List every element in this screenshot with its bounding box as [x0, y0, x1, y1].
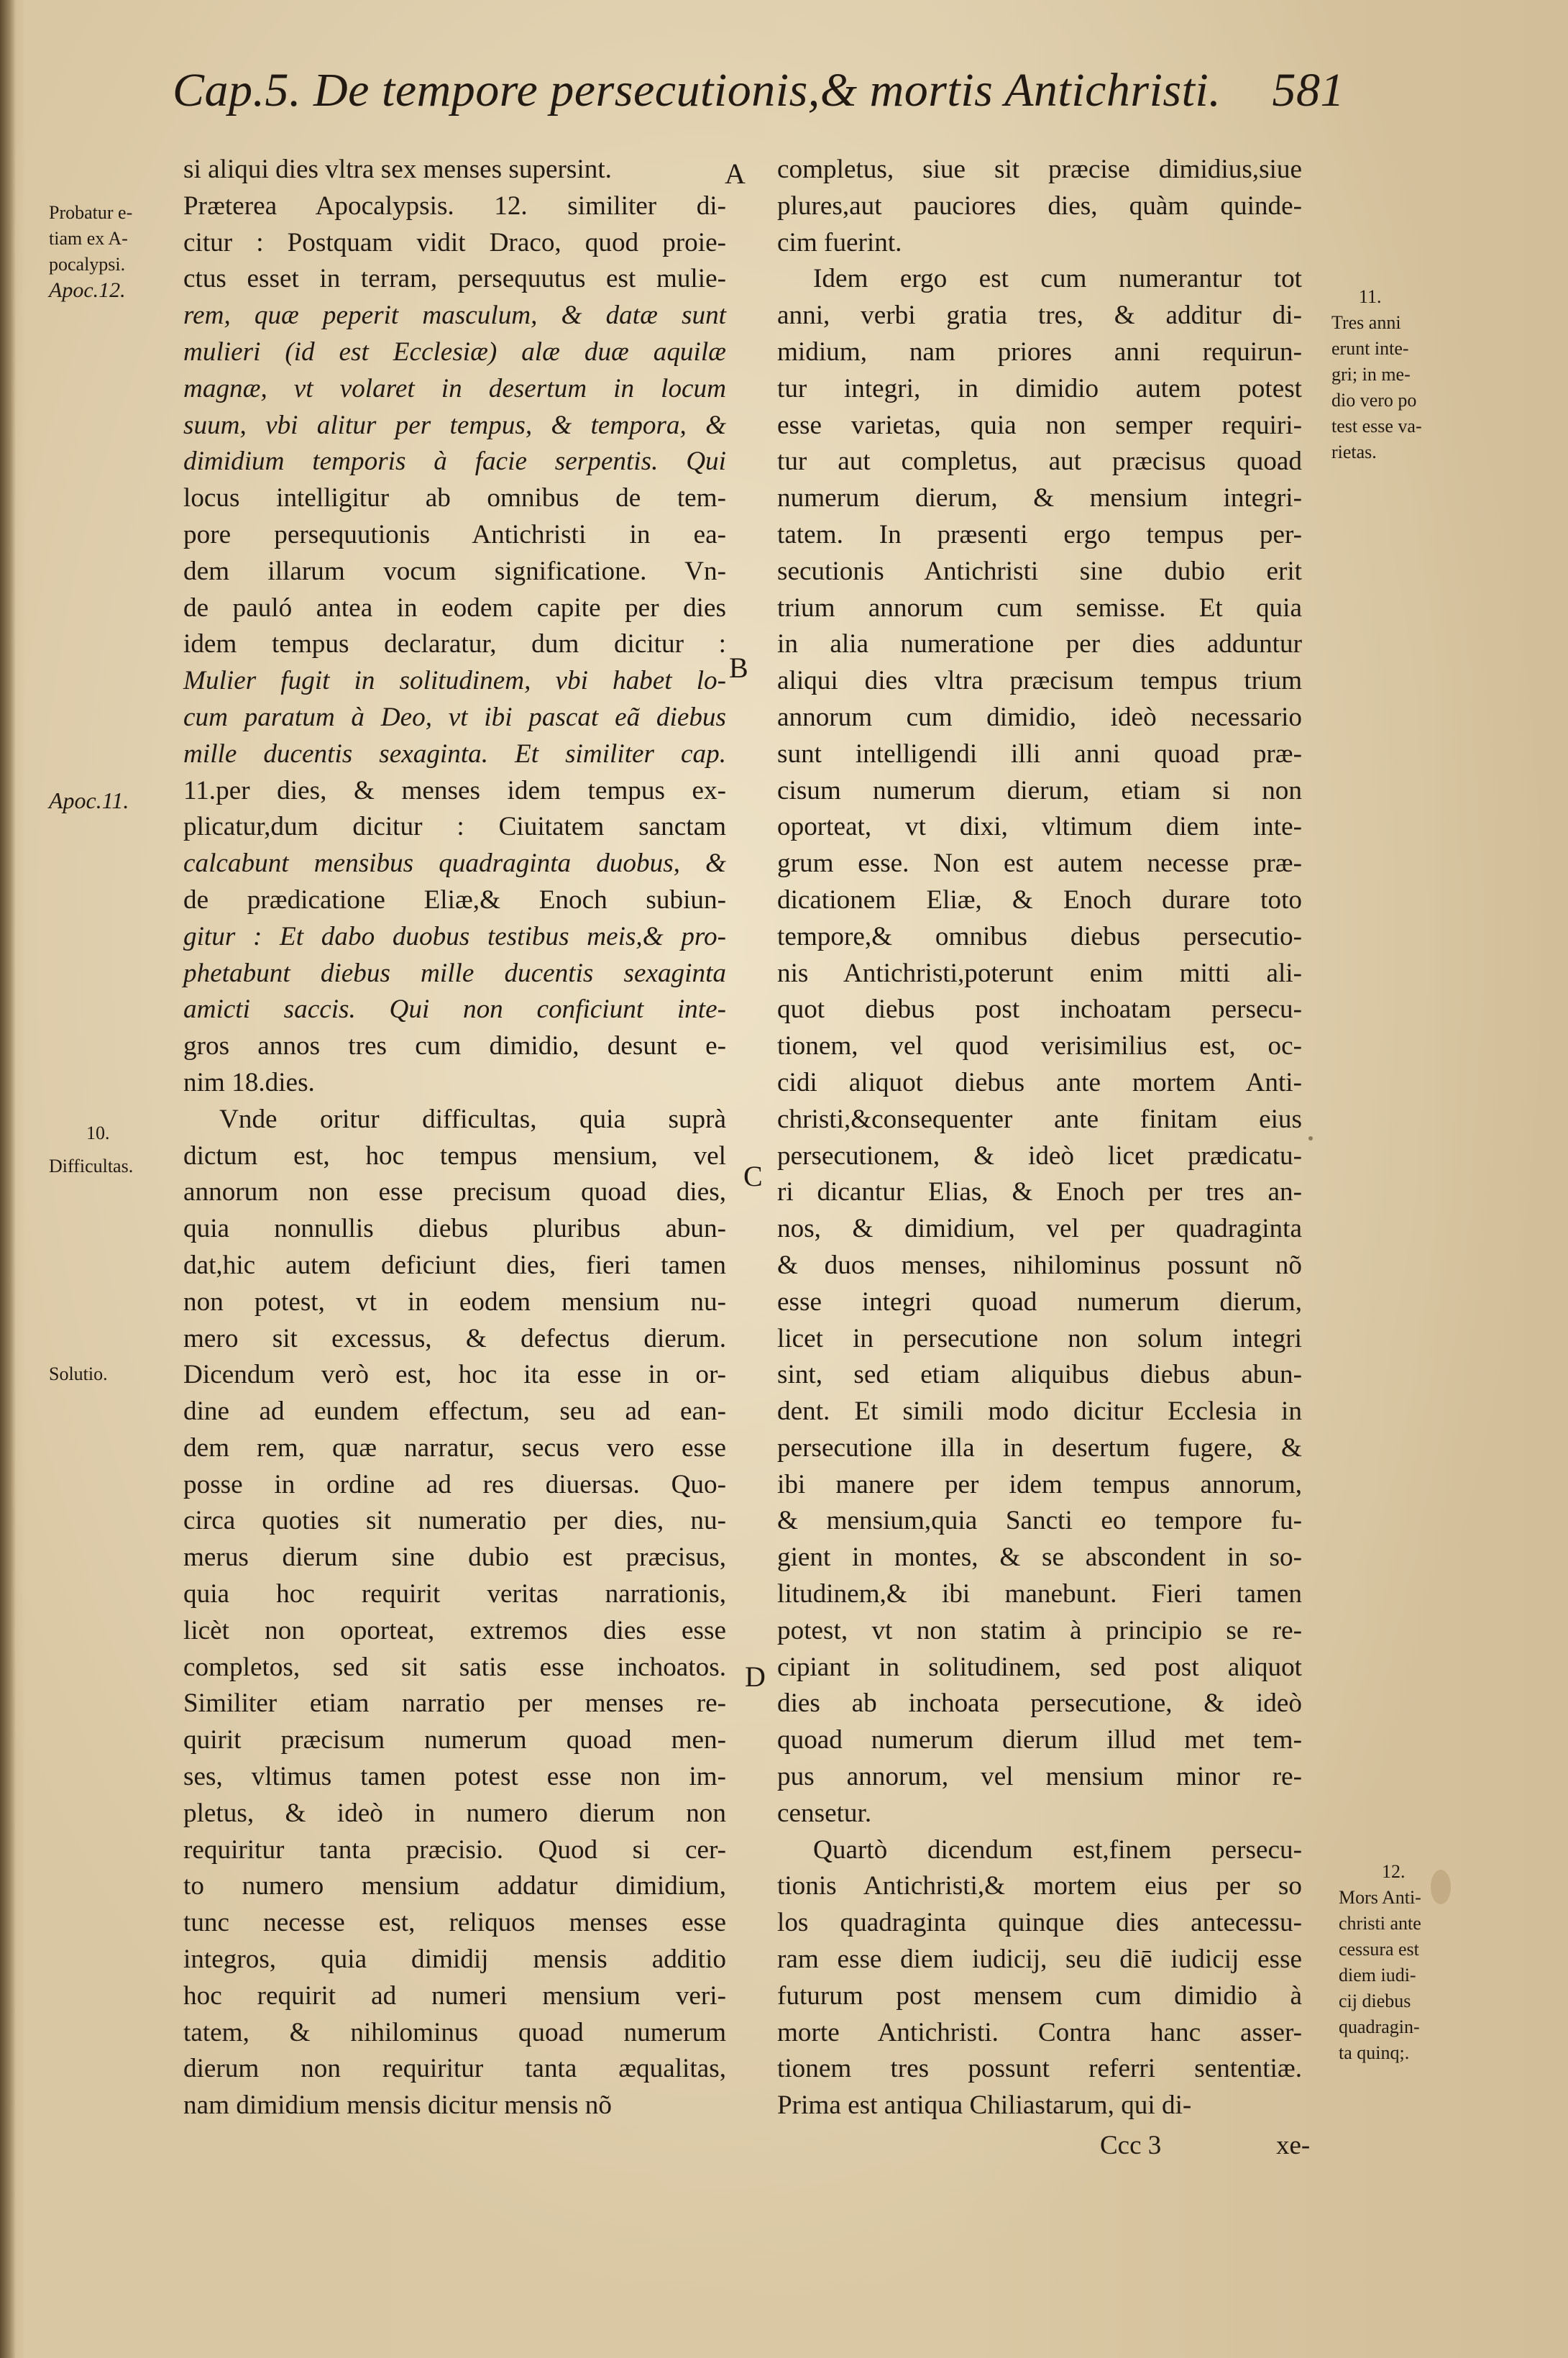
text-line: aliqui dies vltra præcisum tempus trium	[777, 666, 1302, 696]
section-letter-c: C	[743, 1160, 763, 1192]
text-line: quia nonnullis diebus pluribus abun-	[183, 1214, 726, 1244]
text-line: integros, quia dimidij mensis additio	[183, 1945, 726, 1975]
text-line: esse varietas, quia non semper requiri-	[777, 410, 1302, 440]
text-line: nis Antichristi,poterunt enim mitti ali-	[777, 958, 1302, 988]
text-line: cum paratum à Deo, vt ibi pascat eã diebus	[183, 702, 726, 732]
text-line: ctus esset in terram, persequutus est mulie-	[183, 264, 726, 294]
text-line: pore persequutionis Antichristi in ea-	[183, 519, 726, 549]
margin-note-probatur: Probatur e- tiam ex A- pocalypsi. Apoc.12.	[49, 202, 133, 302]
section-letter-a: A	[725, 157, 746, 190]
text-line: hoc requirit ad numeri mensium veri-	[183, 1980, 726, 2011]
text-line: trium annorum cum semisse. Et quia	[777, 593, 1302, 623]
header-title: Cap.5. De tempore persecutionis,& mortis Antichristi.	[173, 64, 1221, 116]
text-line: gitur : Et dabo duobus testibus meis,& pro-	[183, 921, 726, 951]
text-line: Idem ergo est cum numerantur tot	[813, 264, 1302, 294]
text-line: dem rem, quæ narratur, secus vero esse	[183, 1432, 726, 1463]
text-line: Prima est antiqua Chiliastarum, qui di-	[777, 2090, 1192, 2121]
text-line: completos, sed sit satis esse inchoatos.	[183, 1652, 726, 1682]
text-line: & mensium,quia Sancti eo tempore fu-	[777, 1506, 1302, 1536]
text-line: dem illarum vocum significatione. Vn-	[183, 556, 726, 586]
text-line: si aliqui dies vltra sex menses supersint.	[183, 155, 612, 184]
text-line: persecutione illa in desertum fugere, &	[777, 1432, 1302, 1463]
catchword: xe-	[1276, 2131, 1311, 2160]
text-line: licet in persecutione non solum integri	[777, 1323, 1302, 1353]
text-line: de pauló antea in eodem capite per dies	[183, 593, 726, 623]
section-letter-b: B	[729, 652, 748, 684]
page-number: 581	[1272, 64, 1344, 116]
text-line: Quartò dicendum est,finem persecu-	[813, 1834, 1302, 1865]
text-line: dat,hic autem deficiunt dies, fieri tamen	[183, 1250, 726, 1280]
text-line: locus intelligitur ab omnibus de tem-	[183, 483, 726, 513]
text-line: quot diebus post inchoatam persecu-	[777, 995, 1302, 1025]
text-line: tempore,& omnibus diebus persecutio-	[777, 921, 1302, 951]
text-line: tionem, vel quod verisimilius est, oc-	[777, 1031, 1302, 1061]
text-line: magnæ, vt volaret in desertum in locum	[183, 373, 726, 403]
text-line: mero sit excessus, & defectus dierum.	[183, 1323, 726, 1353]
text-line: cipiant in solitudinem, sed post aliquot	[777, 1652, 1302, 1682]
left-text-column	[183, 152, 726, 2124]
text-line: Similiter etiam narratio per menses re-	[183, 1688, 726, 1719]
text-line: ses, vltimus tamen potest esse non im-	[183, 1762, 726, 1792]
text-line: los quadraginta quinque dies antecessu-	[777, 1908, 1302, 1938]
text-line: dictum est, hoc tempus mensium, vel	[183, 1141, 726, 1171]
text-line: Præterea Apocalypsis. 12. similiter di-	[183, 191, 726, 221]
text-line: to numero mensium addatur dimidium,	[183, 1871, 726, 1901]
text-line: ram esse diem iudicij, seu diē iudicij esse	[777, 1945, 1302, 1975]
margin-note-solutio: Solutio.	[49, 1363, 108, 1384]
text-line: tatem, & nihilominus quoad numerum	[183, 2017, 726, 2047]
text-line: rem, quæ peperit masculum, & datæ sunt	[183, 301, 726, 331]
text-line: christi,&consequenter ante finitam eius	[777, 1104, 1302, 1134]
text-line: grum esse. Non est autem necesse præ-	[777, 849, 1302, 879]
text-line: tatem. In præsenti ergo tempus per-	[777, 519, 1302, 549]
text-line: phetabunt diebus mille ducentis sexaginta	[183, 958, 726, 988]
text-line: secutionis Antichristi sine dubio erit	[777, 556, 1302, 586]
text-line: ibi manere per idem tempus annorum,	[777, 1469, 1302, 1499]
text-line: gros annos tres cum dimidio, desunt e-	[183, 1031, 726, 1061]
text-line: quirit præcisum numerum quoad men-	[183, 1725, 726, 1755]
right-text-column	[777, 152, 1302, 2124]
stain	[1308, 1136, 1313, 1141]
text-line: potest, vt non statim à principio se re-	[777, 1615, 1302, 1645]
text-line: mille ducentis sexaginta. Et similiter cap.	[183, 739, 726, 769]
text-line: plicatur,dum dicitur : Ciuitatem sanctam	[183, 812, 726, 842]
text-line: circa quoties sit numeratio per dies, nu-	[183, 1506, 726, 1536]
text-line: calcabunt mensibus quadraginta duobus, &	[183, 849, 726, 879]
text-line: Dicendum verò est, hoc ita esse in or-	[183, 1360, 726, 1390]
text-line: futurum post mensem cum dimidio à	[777, 1980, 1302, 2011]
text-line: nos, & dimidium, vel per quadraginta	[777, 1214, 1302, 1244]
margin-note-tres-anni: 11. Tres anni erunt inte- gri; in me- dio vero po test esse va- rietas.	[1331, 286, 1422, 462]
text-line: cim fuerint.	[777, 227, 902, 257]
text-line: licèt non oporteat, extremos dies esse	[183, 1615, 726, 1645]
text-line: annorum cum dimidio, ideò necessario	[777, 702, 1302, 732]
text-line: esse integri quoad numerum dierum,	[777, 1287, 1302, 1317]
text-line: annorum non esse precisum quoad dies,	[183, 1177, 726, 1207]
text-line: tunc necesse est, reliquos menses esse	[183, 1908, 726, 1938]
text-line: dicationem Eliæ, & Enoch durare toto	[777, 885, 1302, 915]
text-line: amicti saccis. Qui non conficiunt inte-	[183, 995, 726, 1025]
text-line: gient in montes, & se abscondent in so-	[777, 1543, 1302, 1573]
text-line: quia hoc requirit veritas narrationis,	[183, 1579, 726, 1609]
text-line: litudinem,& ibi manebunt. Fieri tamen	[777, 1579, 1302, 1609]
text-line: dimidium temporis à facie serpentis. Qui	[183, 447, 726, 477]
text-line: quoad numerum dierum illud met tem-	[777, 1725, 1302, 1755]
text-line: dine ad eundem effectum, seu ad ean-	[183, 1397, 726, 1427]
text-line: pus annorum, vel mensium minor re-	[777, 1762, 1302, 1792]
signature-mark: Ccc 3	[1100, 2131, 1162, 2160]
text-line: nam dimidium mensis dicitur mensis nõ	[183, 2090, 612, 2121]
text-line: mulieri (id est Ecclesiæ) alæ duæ aquilæ	[183, 337, 726, 367]
text-line: dierum non requiritur tanta æqualitas,	[183, 2054, 726, 2084]
text-line: completus, siue sit præcise dimidius,siue	[777, 155, 1302, 184]
text-line: sunt intelligendi illi anni quoad præ-	[777, 739, 1302, 769]
text-line: censetur.	[777, 1798, 872, 1828]
text-line: numerum dierum, & mensium integri-	[777, 483, 1302, 513]
text-line: persecutionem, & ideò licet prædicatu-	[777, 1141, 1302, 1171]
text-line: cidi aliquot diebus ante mortem Anti-	[777, 1067, 1302, 1097]
text-line: anni, verbi gratia tres, & additur di-	[777, 301, 1302, 331]
text-line: dies ab inchoata persecutione, & ideò	[777, 1688, 1302, 1719]
text-line: oporteat, vt dixi, vltimum diem inte-	[777, 812, 1302, 842]
text-line: de prædicatione Eliæ,& Enoch subiun-	[183, 885, 726, 915]
text-line: posse in ordine ad res diuersas. Quo-	[183, 1469, 726, 1499]
text-line: tionis Antichristi,& mortem eius per so	[777, 1871, 1302, 1901]
text-line: tionem tres possunt referri sententiæ.	[777, 2054, 1302, 2084]
text-line: morte Antichristi. Contra hanc asser-	[777, 2017, 1302, 2047]
text-line: cisum numerum dierum, etiam si non	[777, 775, 1302, 805]
margin-note-mors-antichristi: 12. Mors Anti- christi ante cessura est diem iudi- cij diebus quadragin- ta quinq;.	[1339, 1861, 1421, 2063]
text-line: dent. Et simili modo dicitur Ecclesia in	[777, 1397, 1302, 1427]
section-letter-d: D	[745, 1660, 766, 1693]
text-line: merus dierum sine dubio est præcisus,	[183, 1543, 726, 1573]
text-line: citur : Postquam vidit Draco, quod proie-	[183, 227, 726, 257]
text-line: suum, vbi alitur per tempus, & tempora, &	[183, 410, 726, 440]
binding-shadow	[0, 0, 16, 2358]
text-line: non potest, vt in eodem mensium nu-	[183, 1287, 726, 1317]
text-line: tur integri, in dimidio autem potest	[777, 373, 1302, 403]
text-line: idem tempus declaratur, dum dicitur :	[183, 629, 726, 659]
text-line: Mulier fugit in solitudinem, vbi habet lo-	[183, 666, 726, 696]
text-line: requiritur tanta præcisio. Quod si cer-	[183, 1834, 726, 1865]
text-line: Vnde oritur difficultas, quia suprà	[219, 1104, 726, 1134]
text-line: sint, sed etiam aliquibus diebus abun-	[777, 1360, 1302, 1390]
text-line: tur aut completus, aut præcisus quoad	[777, 447, 1302, 477]
stain	[1431, 1870, 1451, 1904]
margin-note-apoc11: Apoc.11.	[49, 787, 129, 813]
text-line: & duos menses, nihilominus possunt nõ	[777, 1250, 1302, 1280]
running-header	[173, 63, 1344, 128]
margin-note-difficultas: 10. Difficultas.	[49, 1123, 134, 1176]
text-line: in alia numeratione per dies adduntur	[777, 629, 1302, 659]
text-line: plures,aut pauciores dies, quàm quinde-	[777, 191, 1302, 221]
text-line: midium, nam priores anni requirun-	[777, 337, 1302, 367]
text-line: nim 18.dies.	[183, 1067, 315, 1097]
text-line: 11.per dies, & menses idem tempus ex-	[183, 775, 726, 805]
text-line: ri dicantur Elias, & Enoch per tres an-	[777, 1177, 1302, 1207]
text-line: pletus, & ideò in numero dierum non	[183, 1798, 726, 1828]
